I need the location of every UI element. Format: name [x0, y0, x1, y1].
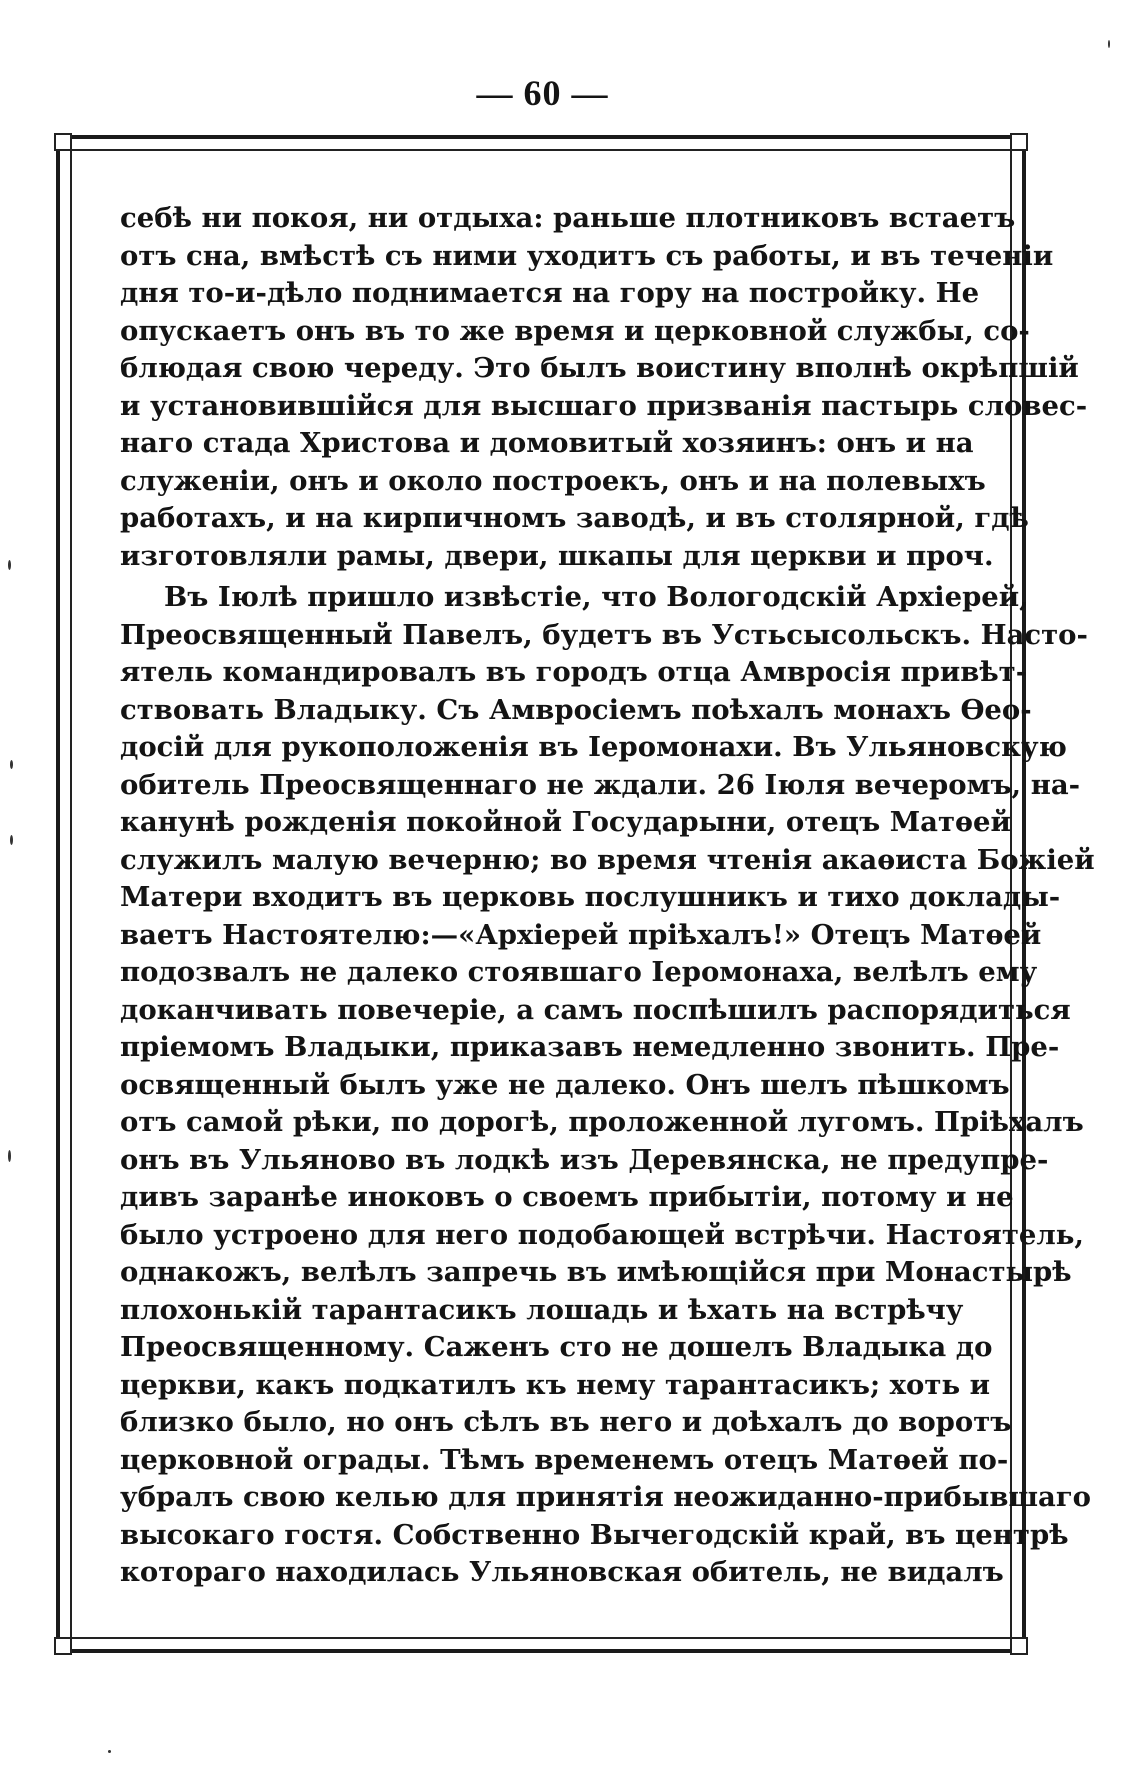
text-line: котораго находилась Ульяновская обитель, не видалъ	[120, 1556, 1004, 1588]
corner-ornament	[1010, 133, 1028, 151]
text-line: церковной ограды. Тѣмъ временемъ отецъ Матѳей по-	[120, 1443, 1009, 1476]
text-line: обитель Преосвященнаго не ждали. 26 Іюля вечеромъ, на-	[120, 768, 1081, 801]
text-line: Матери входитъ въ церковь послушникъ и тихо доклады-	[120, 881, 1061, 913]
scan-speck	[10, 760, 13, 769]
text-line: однакожъ, велѣлъ запречь въ имѣющійся при Монастырѣ	[120, 1256, 1072, 1288]
text-line: ятель командировалъ въ городъ отца Амвросія привѣт-	[120, 656, 1028, 688]
text-line: подозвалъ не далеко стоявшаго Іеромонаха, велѣлъ ему	[120, 956, 1038, 988]
body-text	[120, 200, 1095, 1592]
text-line: отъ самой рѣки, по дорогѣ, проложенной лугомъ. Пріѣхалъ	[120, 1106, 1084, 1138]
paragraph-1	[120, 200, 1088, 575]
corner-ornament	[54, 1637, 72, 1655]
text-line: пріемомъ Владыки, приказавъ немедленно звонить. Пре-	[120, 1031, 1060, 1063]
paragraph-2	[120, 579, 1095, 1592]
text-line: ваетъ Настоятелю:—«Архіерей пріѣхалъ!» Отецъ Матѳей	[120, 918, 1042, 951]
text-line: дивъ заранѣе иноковъ о своемъ прибытіи, потому и не	[120, 1181, 1014, 1213]
text-line: наго стада Христова и домовитый хозяинъ: онъ и на	[120, 427, 974, 459]
text-line: близко было, но онъ сѣлъ въ него и доѣхалъ до воротъ	[120, 1406, 1012, 1438]
text-line: работахъ, и на кирпичномъ заводѣ, и въ столярной, гдѣ	[120, 502, 1029, 534]
text-line: служеніи, онъ и около построекъ, онъ и на полевыхъ	[120, 464, 986, 497]
corner-ornament	[1010, 1637, 1028, 1655]
text-line: и установившійся для высшаго призванія пастырь словес-	[120, 389, 1088, 422]
text-line: онъ въ Ульяново въ лодкѣ изъ Деревянска, не предупре-	[120, 1143, 1049, 1176]
text-line: церкви, какъ подкатилъ къ нему тарантасикъ; хоть и	[120, 1368, 991, 1401]
text-line: Преосвященный Павелъ, будетъ въ Устьсысольскъ. Насто-	[120, 618, 1088, 651]
text-line: было устроено для него подобающей встрѣчи. Настоятель,	[120, 1218, 1084, 1251]
text-line: освященный былъ уже не далеко. Онъ шелъ пѣшкомъ	[120, 1068, 1010, 1101]
text-line: Преосвященному. Саженъ сто не дошелъ Владыка до	[120, 1331, 993, 1363]
text-line: Въ Іюлѣ пришло извѣстіе, что Вологодскій Архіерей,	[164, 581, 1029, 613]
text-line: высокаго гостя. Собственно Вычегодскій край, въ центрѣ	[120, 1518, 1069, 1551]
text-line: себѣ ни покоя, ни отдыха: раньше плотниковъ встаетъ	[120, 202, 1016, 234]
page-number: — 60 —	[476, 73, 609, 113]
scan-speck	[10, 835, 13, 845]
text-line: служилъ малую вечерню; во время чтенія акаѳиста Божіей	[120, 843, 1095, 876]
text-line: изготовляли рамы, двери, шкапы для церкви и проч.	[120, 539, 994, 572]
text-line: ствовать Владыку. Съ Амвросіемъ поѣхалъ монахъ Ѳео-	[120, 693, 1032, 726]
scan-speck	[8, 1150, 11, 1162]
text-line: плохонькій тарантасикъ лошадь и ѣхать на встрѣчу	[120, 1293, 964, 1326]
scan-speck	[108, 1750, 111, 1753]
text-line: дня то-и-дѣло поднимается на гору на постройку. Не	[120, 277, 980, 309]
text-line: отъ сна, вмѣстѣ съ ними уходитъ съ работы, и въ теченіи	[120, 239, 1054, 272]
text-line: канунѣ рожденія покойной Государыни, отецъ Матѳей	[120, 806, 1011, 838]
scan-speck	[8, 560, 11, 570]
text-line: убралъ свою келью для принятія неожиданно-прибывшаго	[120, 1481, 1092, 1513]
corner-ornament	[54, 133, 72, 151]
text-line: доканчивать повечеріе, а самъ поспѣшилъ распорядиться	[120, 993, 1071, 1026]
text-line: блюдая свою череду. Это былъ воистину вполнѣ окрѣпшій	[120, 352, 1079, 384]
text-line: опускаетъ онъ въ то же время и церковной службы, со-	[120, 314, 1030, 347]
scan-speck	[1108, 40, 1110, 48]
text-line: досій для рукоположенія въ Іеромонахи. Въ Ульяновскую	[120, 731, 1067, 763]
